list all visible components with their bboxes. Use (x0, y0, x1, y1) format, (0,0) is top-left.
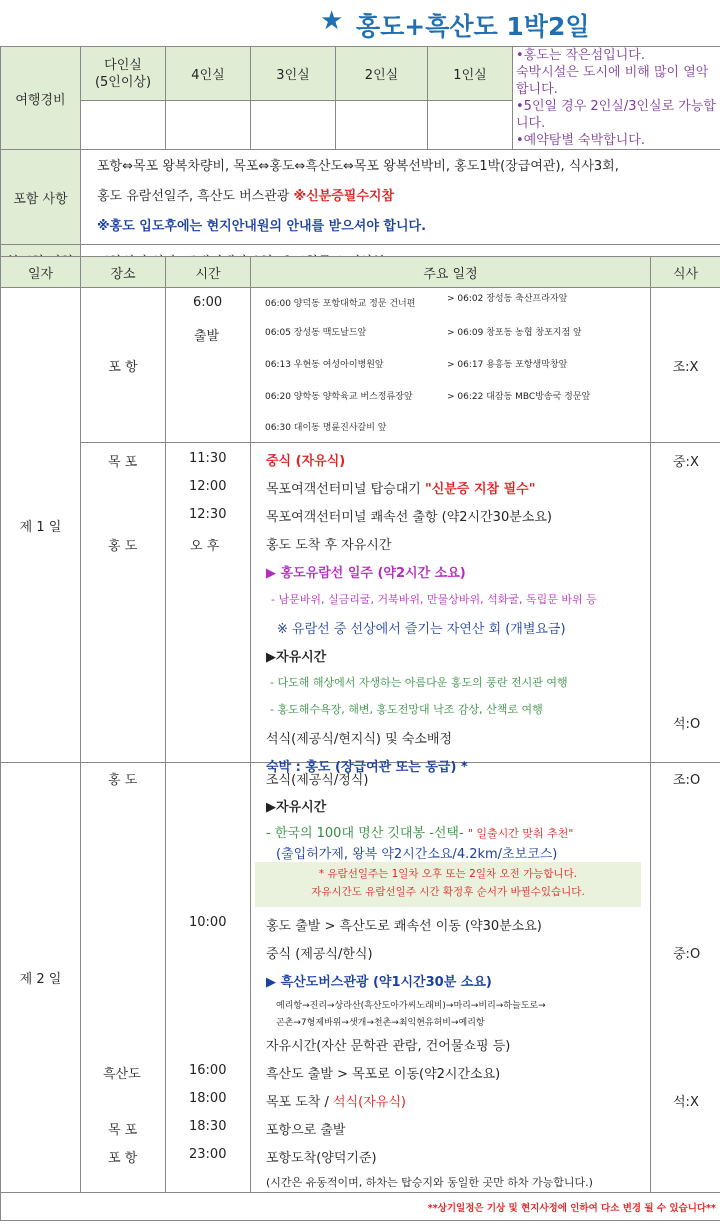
day1-schedule (251, 443, 651, 775)
page-title (0, 0, 720, 46)
pickup-stop: > 06:02 장성동 축산프라자앞 (447, 294, 568, 304)
day1-meals (651, 443, 720, 763)
time-text: 출발 (194, 329, 220, 344)
time-text: 18:30 (189, 1119, 227, 1134)
price-cell (336, 101, 428, 150)
schedule-note: (시간은 유동적이며, 하차는 탑승지와 동일한 곳만 하차 가능합니다.) (266, 1176, 593, 1189)
footer-note: **상기일정은 기상 및 현지사정에 인하여 다소 변경 될 수 있습니다** (1, 1193, 720, 1221)
day2-times (166, 763, 251, 1193)
price-cell (251, 101, 336, 150)
free-time-item: - 홍도해수욕장, 해변, 홍도전망대 낙조 감상, 산책로 여행 (270, 703, 543, 716)
included-line-text: 홍도 유람선일주, 흑산도 버스관광 (97, 189, 294, 204)
cost-label: 여행경비 (1, 47, 81, 150)
cost-note: •홍도는 작은섬입니다. (516, 48, 645, 63)
day2-places (81, 763, 166, 1193)
included-line: 포항⇔목포 왕복차량비, 목포⇔홍도⇔흑산도⇔목포 왕복선박비, 홍도1박(장급여관), 식사3회, (97, 159, 619, 174)
day2-label: 제 2 일 (1, 763, 81, 1193)
star-icon: ★ (320, 6, 344, 36)
ferry-depart: 목포여객선터미널 쾌속선 출항 (약2시간30분소요) (266, 510, 552, 525)
place-text: 목 포 (108, 1123, 138, 1138)
header-day: 일자 (1, 257, 81, 288)
id-required-text: ※신분증필수지참 (293, 189, 395, 204)
pickup-stop: > 06:17 용흥동 포항생막창앞 (447, 360, 568, 370)
time-text: 11:30 (189, 451, 227, 466)
place-text: 포 항 (108, 1151, 138, 1166)
included-text (81, 150, 720, 245)
time-text: 6:00 (193, 295, 223, 310)
hike-item (266, 822, 573, 841)
day1-label: 제 1 일 (1, 288, 81, 763)
arrive-pohang: 포항도착(양덕기준) (266, 1151, 377, 1166)
time-text: 12:00 (189, 479, 227, 494)
time-text: 18:00 (189, 1091, 227, 1106)
price-cell (166, 101, 251, 150)
pickup-stop: 06:00 양덕동 포항대학교 정문 건너편 (265, 299, 416, 309)
meal-dinner-day2: 석:X (673, 1095, 699, 1110)
cost-note: •5인일 경우 2인실/3인실로 가능합니다. (516, 99, 716, 131)
free-time-item: 자유시간(자산 문학관 관람, 건어물쇼핑 등) (266, 1039, 511, 1054)
notice-line: * 유람선일주는 1일차 오후 또는 2일차 오전 가능합니다. (318, 868, 578, 880)
cost-header-4: 4인실 (166, 47, 251, 101)
stay-item: 숙박 : 홍도 (장급여관 또는 동급) * (266, 760, 468, 775)
day1-pickup-place: 포 항 (81, 288, 166, 443)
time-text: 23:00 (189, 1147, 227, 1162)
pickup-stop: > 06:22 대잠동 MBC방송국 정문앞 (447, 392, 591, 402)
free-time-title: ▶자유시간 (266, 800, 327, 815)
depart-to-pohang: 포항으로 출발 (266, 1123, 346, 1138)
cost-header-3: 3인실 (251, 47, 336, 101)
included-label: 포함 사항 (1, 150, 81, 245)
cost-notes (513, 47, 720, 150)
cruise-note: ※ 유람선 중 선상에서 즐기는 자연산 회 (개별요금) (277, 622, 566, 637)
header-meal: 식사 (651, 257, 720, 288)
day1-places (81, 443, 166, 763)
cost-table (0, 46, 720, 277)
lunch-item: 중식 (제공식/한식) (266, 947, 373, 962)
included-guide-note: ※홍도 입도후에는 현지안내원의 안내를 받으셔야 합니다. (97, 219, 427, 234)
cost-header-2: 2인실 (336, 47, 428, 101)
hike-detail: (출입허가제, 왕복 약2시간소요/4.2km/초보코스) (276, 847, 558, 862)
included-line (97, 182, 720, 212)
id-required-note: "신분증 지참 필수" (424, 482, 536, 497)
hike-text: - 한국의 100대 명산 깃대봉 -선택- (266, 826, 468, 841)
pickup-stop: 06:30 대이동 명륜진사갈비 앞 (265, 423, 387, 433)
cost-note: •예약탐별 숙박합니다. (516, 133, 645, 148)
meal-breakfast-day2: 조:O (673, 773, 701, 788)
breakfast-item: 조식(제공식/정식) (266, 773, 369, 788)
day1-times (166, 443, 251, 763)
boarding-wait (266, 478, 535, 497)
arrive-hongdo: 홍도 도착 후 자유시간 (266, 538, 392, 553)
notice-box (255, 862, 641, 907)
day2-meals (651, 763, 720, 1193)
price-cell (81, 101, 166, 150)
dinner-free: 석식(자유식) (333, 1095, 406, 1110)
notice-line: 자유시간도 유람선일주 시간 확정후 순서가 바뀔수있습니다. (311, 886, 585, 898)
arrive-text: 목포 도착 / (266, 1095, 334, 1110)
boarding-text: 목포여객선터미널 탑승대기 (266, 482, 425, 497)
pickup-stop: 06:05 장성동 맥도날드앞 (265, 328, 367, 338)
title-text: 홍도+흑산도 1박2일 (356, 12, 590, 41)
meal-dinner-day1: 석:O (673, 717, 701, 732)
meal-breakfast-day1: 조:X (651, 288, 720, 443)
free-time-title: ▶자유시간 (266, 650, 327, 665)
cost-header-1: 1인실 (428, 47, 513, 101)
bus-route-line: 예리항→진리→상라산(흑산도아가씨노래비)→마리→비리→하늘도로→ (276, 1001, 546, 1011)
day2-schedule (251, 763, 651, 1193)
free-time-item: - 다도해 해상에서 자생하는 아름다운 홍도의 풍란 전시관 여행 (270, 676, 568, 689)
place-text: 목 포 (108, 455, 138, 470)
bus-route-line: 곤촌→7형제바위→샛개→천촌→최익현유허비→예리항 (276, 1018, 485, 1028)
schedule-table (0, 256, 720, 1221)
time-text: 10:00 (189, 915, 227, 930)
bus-tour-title: ▶ 흑산도버스관광 (약1시간30분 소요) (266, 975, 492, 990)
meal-lunch-day2: 중:O (673, 947, 701, 962)
day1-pickup-time (166, 288, 251, 443)
price-cell (428, 101, 513, 150)
sunrise-note: " 일출시간 맞춰 추천" (467, 827, 574, 840)
meal-lunch-day1: 중:X (673, 455, 699, 470)
cost-note: 숙박시설은 도시에 비해 많이 열악합니다. (516, 65, 709, 97)
header-place: 장소 (81, 257, 166, 288)
time-text: 12:30 (189, 507, 227, 522)
cruise-title: ▶ 홍도유람선 일주 (약2시간 소요) (266, 566, 466, 581)
place-text: 홍 도 (108, 773, 138, 788)
time-text: 16:00 (189, 1063, 227, 1078)
pickup-stop: 06:20 양학동 양학육교 버스정류장앞 (265, 392, 413, 402)
depart-hongdo: 홍도 출발 > 흑산도로 쾌속선 이동 (약30분소요) (266, 919, 542, 934)
dinner-item: 석식(제공식/현지식) 및 숙소배정 (266, 732, 453, 747)
arrive-mokpo (266, 1091, 406, 1110)
lunch-free: 중식 (자유식) (266, 454, 346, 469)
header-main: 주요 일정 (251, 257, 651, 288)
pickup-stop: 06:13 우현동 여성아이병원앞 (265, 360, 384, 370)
place-text: 흑산도 (103, 1067, 141, 1082)
place-text: 홍 도 (108, 539, 138, 554)
depart-heuksando: 흑산도 출발 > 목포로 이동(약2시간소요) (266, 1067, 501, 1082)
cost-header-dorm: 다인실 (5인이상) (81, 47, 166, 101)
pickup-stop: > 06:09 창포동 농협 창포지점 앞 (447, 328, 582, 338)
cruise-spots: - 남문바위, 실금리굴, 거북바위, 만물상바위, 석화굴, 독립문 바위 등 (271, 593, 597, 606)
pickup-stops (251, 288, 651, 443)
time-text: 오 후 (190, 539, 220, 554)
header-time: 시간 (166, 257, 251, 288)
